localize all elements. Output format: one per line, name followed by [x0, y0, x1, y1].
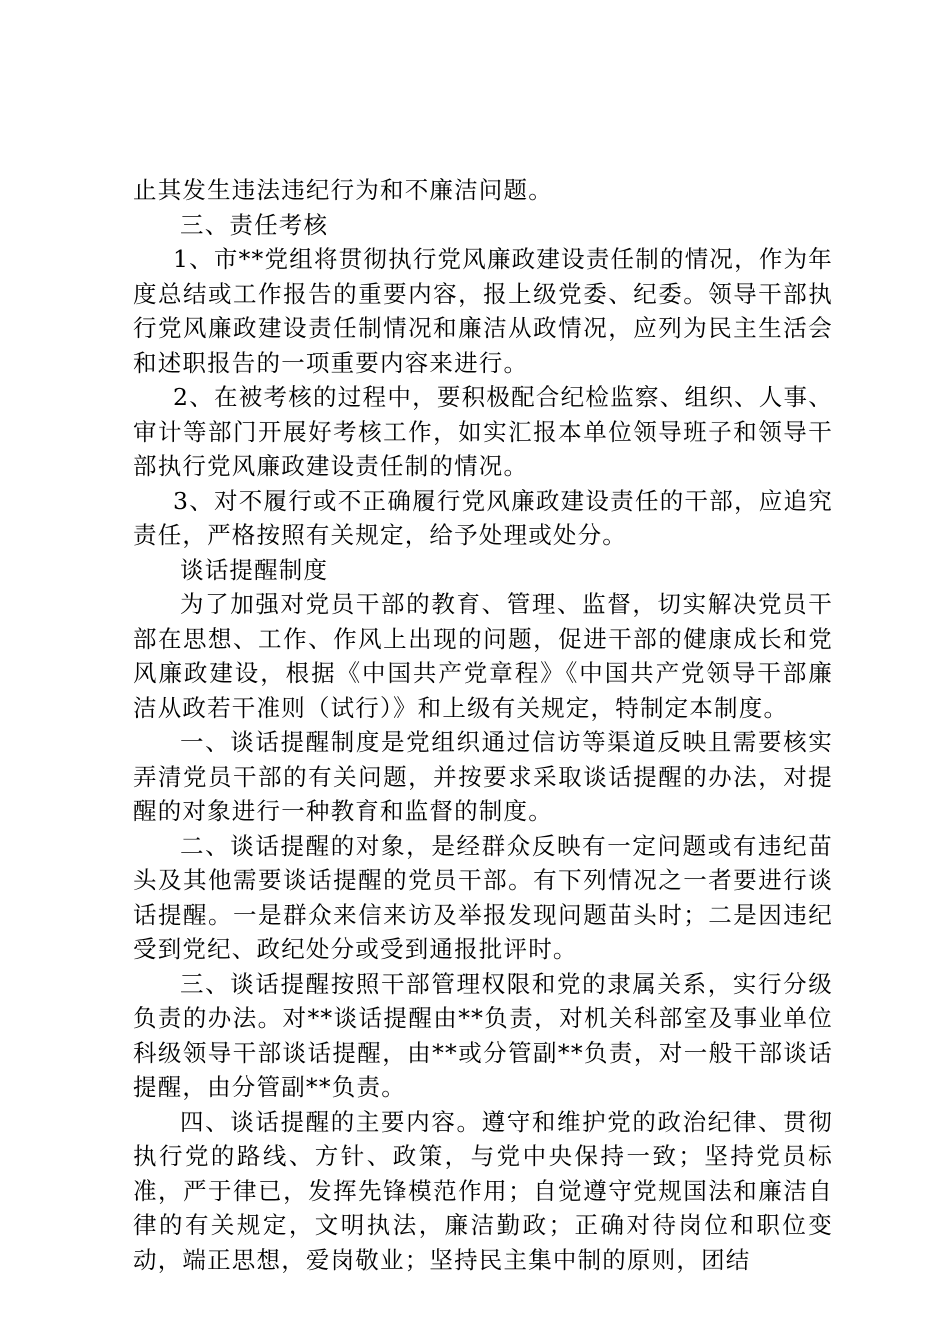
paragraph-item-1: 1、市**党组将贯彻执行党风廉政建设责任制的情况，作为年度总结或工作报告的重要内容，报上级党委、纪委。领导干部执行党风廉政建设责任制情况和廉洁从政情况，应列为民主生活会和述职报告的一项重要内容来进行。 — [133, 245, 833, 377]
section-heading-talk-reminder: 谈话提醒制度 — [180, 555, 329, 584]
document-body — [133, 173, 833, 1277]
paragraph-article-1: 一、谈话提醒制度是党组织通过信访等渠道反映且需要核实弄清党员干部的有关问题，并按要求采取谈话提醒的办法，对提醒的对象进行一种教育和监督的制度。 — [133, 728, 833, 825]
paragraph-item-2: 2、在被考核的过程中，要积极配合纪检监察、组织、人事、审计等部门开展好考核工作，如实汇报本单位领导班子和领导干部执行党风廉政建设责任制的情况。 — [133, 383, 833, 480]
paragraph-continuation: 止其发生违法违纪行为和不廉洁问题。 — [133, 176, 553, 204]
paragraph-intro: 为了加强对党员干部的教育、管理、监督，切实解决党员干部在思想、工作、作风上出现的问题，促进干部的健康成长和党风廉政建设，根据《中国共产党章程》《中国共产党领导干部廉洁从政若干准则（试行）》和上级有关规定，特制定本制度。 — [133, 590, 833, 722]
paragraph-article-3: 三、谈话提醒按照干部管理权限和党的隶属关系，实行分级负责的办法。对**谈话提醒由**负责，对机关科部室及事业单位科级领导干部谈话提醒，由**或分管副**负责，对一般干部谈话提醒，由分管副**负责。 — [133, 969, 833, 1101]
paragraph-article-4: 四、谈话提醒的主要内容。遵守和维护党的政治纪律、贯彻执行党的路线、方针、政策，与党中央保持一致；坚持党员标准，严于律已，发挥先锋模范作用；自觉遵守党规国法和廉洁自律的有关规定，文明执法，廉洁勤政；正确对待岗位和职位变动，端正思想，爱岗敬业；坚持民主集中制的原则，团结 — [133, 1107, 833, 1274]
paragraph-item-3: 3、对不履行或不正确履行党风廉政建设责任的干部，应追究责任，严格按照有关规定，给予处理或处分。 — [133, 486, 833, 549]
section-heading-responsibility-assessment: 三、责任考核 — [180, 210, 329, 239]
paragraph-article-2: 二、谈话提醒的对象，是经群众反映有一定问题或有违纪苗头及其他需要谈话提醒的党员干部。有下列情况之一者要进行谈话提醒。一是群众来信来访及举报发现问题苗头时；二是因违纪受到党纪、政纪处分或受到通报批评时。 — [133, 831, 833, 963]
